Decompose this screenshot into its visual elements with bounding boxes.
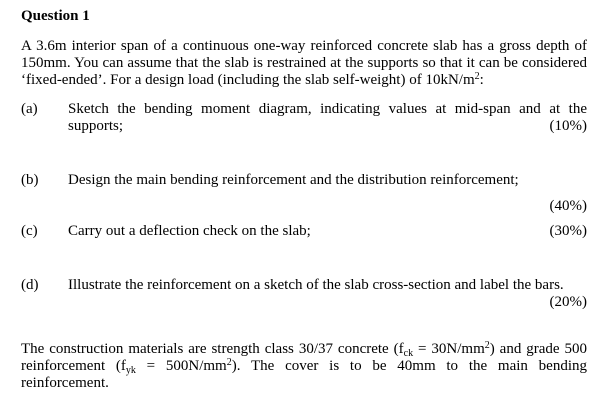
question-intro <box>21 38 587 89</box>
fck-subscript: ck <box>403 348 414 359</box>
materials-text-1: The construction materials are strength class 30/37 concrete (f <box>21 341 404 357</box>
part-b-label: (b) <box>21 172 39 188</box>
materials-text-3: ) and grade 500 reinforcement (f <box>21 341 587 374</box>
intro-superscript: 2 <box>474 71 480 82</box>
part-c-mark: (30%) <box>549 223 587 239</box>
fck-unit-superscript: 2 <box>484 340 490 351</box>
part-c-label: (c) <box>21 223 38 239</box>
part-c-text: Carry out a deflection check on the slab; <box>68 223 311 239</box>
part-d-label: (d) <box>21 277 39 293</box>
part-a-label: (a) <box>21 101 38 117</box>
question-materials <box>21 341 587 392</box>
part-b-text: Design the main bending reinforcement and the distribution reinforcement; <box>68 172 519 188</box>
materials-text-4: = 500N/mm <box>135 358 227 374</box>
part-d-text: Illustrate the reinforcement on a sketch of the slab cross-section and label the bars. <box>68 277 564 293</box>
question-title: Question 1 <box>21 8 90 24</box>
part-b-mark: (40%) <box>549 198 587 214</box>
part-a-text: Sketch the bending moment diagram, indicating values at mid-span and at the supports; <box>68 101 587 134</box>
materials-text-5: ). The cover is to be 40mm to the main bending reinforcement. <box>21 358 588 391</box>
materials-text-2: = 30N/mm <box>413 341 485 357</box>
part-d-mark: (20%) <box>549 294 587 310</box>
part-a-mark: (10%) <box>549 118 587 134</box>
fyk-subscript: yk <box>125 365 136 376</box>
intro-text: A 3.6m interior span of a continuous one-way reinforced concrete slab has a gross depth of 150mm. You can assume that the slab is restrained at the supports so that it can be considered ‘fixed-ended’. For a design load (including the slab self-weight) of 10kN/m <box>21 38 587 88</box>
fyk-unit-superscript: 2 <box>226 357 232 368</box>
intro-colon: : <box>479 72 484 88</box>
